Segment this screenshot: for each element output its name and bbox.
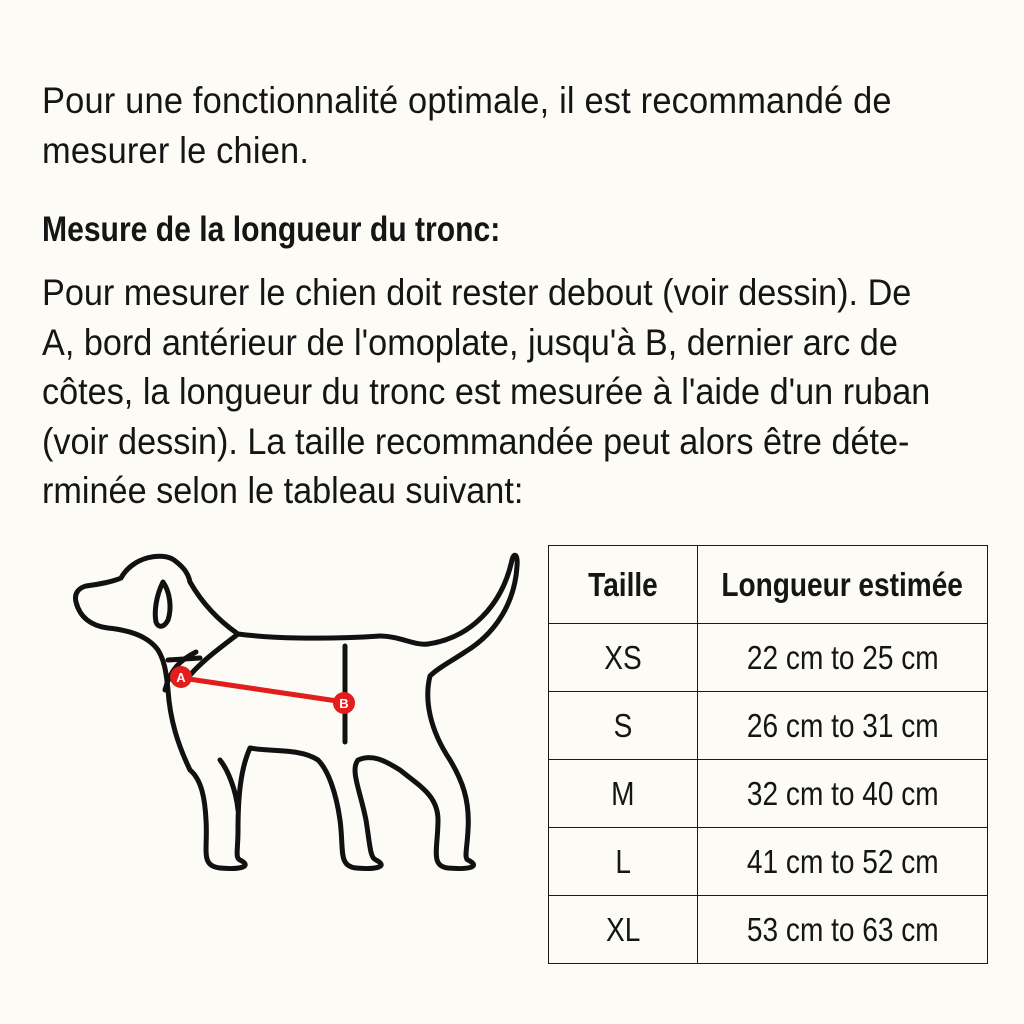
table-header-row bbox=[549, 546, 988, 624]
size-cell: M bbox=[549, 760, 698, 828]
size-table bbox=[548, 545, 988, 964]
table-row bbox=[549, 692, 988, 760]
instruction-line: (voir dessin). La taille recommandée peut alors être déte- bbox=[42, 420, 910, 462]
instruction-line: côtes, la longueur du tronc est mesurée à l'aide d'un ruban bbox=[42, 371, 931, 412]
length-cell: 26 cm to 31 cm bbox=[698, 692, 988, 760]
point-b-label: B bbox=[339, 696, 349, 711]
intro-text: Pour une fonctionnalité optimale, il est recommandé de mesurer le chien. bbox=[42, 80, 892, 171]
instruction-line: A, bord antérieur de l'omoplate, jusqu'à B, dernier arc de bbox=[42, 321, 898, 363]
length-cell: 32 cm to 40 cm bbox=[698, 760, 988, 828]
section-heading: Mesure de la longueur du tronc: bbox=[42, 210, 501, 249]
instruction-line: rminée selon le tableau suivant: bbox=[42, 470, 524, 511]
instruction-line: Pour mesurer le chien doit rester debout (voir dessin). De bbox=[42, 272, 912, 313]
table-row bbox=[549, 896, 988, 964]
dog-outline bbox=[75, 555, 517, 868]
table-row bbox=[549, 828, 988, 896]
length-cell: 53 cm to 63 cm bbox=[698, 896, 988, 964]
header-length: Longueur estimée bbox=[698, 546, 988, 624]
header-size: Taille bbox=[549, 546, 698, 624]
size-cell: L bbox=[549, 828, 698, 896]
table-row bbox=[549, 760, 988, 828]
dog-measurement-diagram bbox=[60, 540, 530, 880]
measurement-tape-line bbox=[182, 678, 344, 702]
table-row bbox=[549, 624, 988, 692]
size-cell: S bbox=[549, 692, 698, 760]
length-cell: 22 cm to 25 cm bbox=[698, 624, 988, 692]
size-cell: XS bbox=[549, 624, 698, 692]
size-cell: XL bbox=[549, 896, 698, 964]
measurement-instructions bbox=[42, 268, 986, 516]
length-cell: 41 cm to 52 cm bbox=[698, 828, 988, 896]
point-a-label: A bbox=[176, 670, 186, 685]
